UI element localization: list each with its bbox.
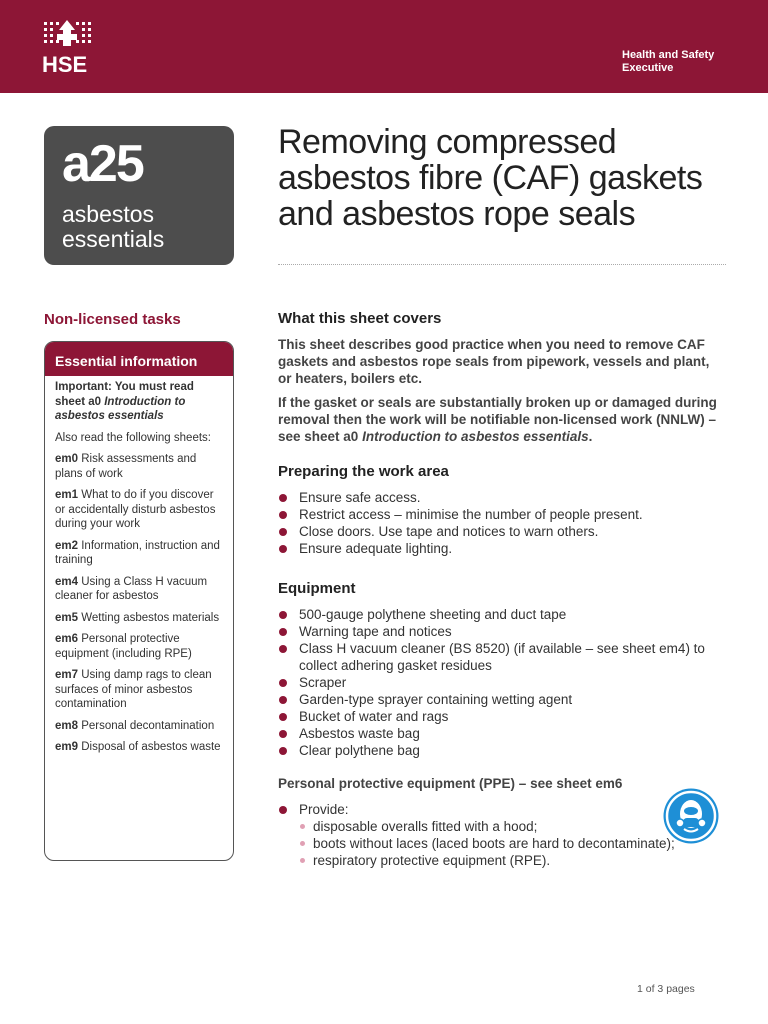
list-item: Ensure adequate lighting. xyxy=(278,540,726,557)
list-item: Scraper xyxy=(278,674,726,691)
list-item: respiratory protective equipment (RPE). xyxy=(299,852,726,869)
hse-logo-text: HSE xyxy=(42,52,88,77)
important-bold: Important: You must read sheet a0 xyxy=(55,381,194,408)
covers-para-2-italic: Introduction to asbestos essentials xyxy=(362,429,589,444)
sheet-ref-code: em2 xyxy=(55,539,79,552)
sheet-ref-text: Wetting asbestos materials xyxy=(81,611,220,624)
page-count: 1 of 3 pages xyxy=(637,983,695,995)
list-item: boots without laces (laced boots are hard to decontaminate); xyxy=(299,835,726,852)
list-item: Ensure safe access. xyxy=(278,489,726,506)
sheet-ref-item xyxy=(55,575,225,604)
sheet-ref-item xyxy=(55,539,225,568)
list-item: Clear polythene bag xyxy=(278,742,726,759)
covers-para-1: This sheet describes good practice when you need to remove CAF gaskets and asbestos rope seals from pipework, vessels and plant, or heaters, boilers etc. xyxy=(278,337,710,386)
list-item xyxy=(278,801,726,869)
sheet-ref-code: em8 xyxy=(55,719,79,732)
sheet-ref-item xyxy=(55,632,225,661)
list-item: Warning tape and notices xyxy=(278,623,726,640)
important-note xyxy=(55,380,225,424)
title-line-2: asbestos fibre (CAF) gaskets xyxy=(278,159,703,197)
series-line-1: asbestos xyxy=(62,201,155,227)
equipment-list xyxy=(278,606,726,759)
covers-para-2 xyxy=(278,394,726,445)
sheet-ref-item xyxy=(55,488,225,532)
org-line-1: Health and Safety xyxy=(622,49,715,61)
list-item: Asbestos waste bag xyxy=(278,725,726,742)
sheet-ref-code: em4 xyxy=(55,575,79,588)
sheet-ref-code: em9 xyxy=(55,741,79,753)
sheet-ref-code: em0 xyxy=(55,453,79,465)
sheet-ref-item xyxy=(55,452,225,481)
sheet-list xyxy=(55,452,225,755)
list-item: disposable overalls fitted with a hood; xyxy=(299,818,726,835)
sheet-ref-text: Disposal of asbestos waste xyxy=(81,741,221,753)
list-item: Class H vacuum cleaner (BS 8520) (if available – see sheet em4) to collect adhering gasket residues xyxy=(278,640,726,674)
sheet-ref-code: em6 xyxy=(55,633,79,645)
title-divider xyxy=(278,264,726,265)
sheet-ref-code: em7 xyxy=(55,669,79,681)
sheet-ref-text: Personal decontamination xyxy=(81,719,215,732)
list-item: Bucket of water and rags xyxy=(278,708,726,725)
equipment-heading: Equipment xyxy=(278,580,356,597)
respirator-mask-icon xyxy=(662,787,720,845)
also-read-text: Also read the following sheets: xyxy=(55,431,211,444)
sheet-ref-item xyxy=(55,740,225,755)
title-line-3: and asbestos rope seals xyxy=(278,195,636,233)
sheet-ref-code: em1 xyxy=(55,489,79,501)
main-content xyxy=(278,310,726,869)
org-line-2: Executive xyxy=(622,62,674,74)
non-licensed-heading: Non-licensed tasks xyxy=(44,311,181,328)
sheet-ref-item xyxy=(55,668,225,712)
sheet-badge xyxy=(44,126,234,265)
list-item: Close doors. Use tape and notices to warn others. xyxy=(278,523,726,540)
list-item: Garden-type sprayer containing wetting agent xyxy=(278,691,726,708)
covers-para-2-text: If the gasket or seals are substantially broken up or damaged during removal then the work will be notifiable non-licensed work (NNLW) – see sheet a0 xyxy=(278,395,717,444)
sheet-ref-text: Information, instruction and training xyxy=(55,539,220,566)
sheet-ref-text: Risk assessments and plans of work xyxy=(55,453,197,480)
covers-para-2-end: . xyxy=(588,429,593,444)
essential-info-body xyxy=(45,376,233,755)
organisation-name xyxy=(622,49,742,75)
ppe-provide: Provide: xyxy=(299,802,349,817)
ppe-heading: Personal protective equipment (PPE) – see sheet em6 xyxy=(278,776,623,791)
essential-info-box xyxy=(44,341,234,861)
series-name xyxy=(62,202,164,252)
series-line-2: essentials xyxy=(62,226,165,252)
ppe-list xyxy=(278,801,726,869)
sheet-ref-item xyxy=(55,611,225,626)
sheet-ref-text: What to do if you discover or accidentally disturb asbestos during your work xyxy=(55,489,216,530)
sheet-ref-item xyxy=(55,719,225,734)
sheet-ref-code: em5 xyxy=(55,611,79,624)
sheet-ref-text: Personal protective equipment (including RPE) xyxy=(55,633,192,660)
essential-info-title: Essential information xyxy=(45,342,233,376)
title-line-1: Removing compressed xyxy=(278,123,617,161)
list-item: 500-gauge polythene sheeting and duct tape xyxy=(278,606,726,623)
page-title xyxy=(278,124,738,232)
preparing-heading: Preparing the work area xyxy=(278,463,449,480)
sheet-ref-text: Using a Class H vacuum cleaner for asbestos xyxy=(55,575,208,602)
sheet-code: a25 xyxy=(62,135,143,193)
sheet-ref-text: Using damp rags to clean surfaces of minor asbestos contamination xyxy=(55,669,212,710)
important-italic: Introduction to asbestos essentials xyxy=(55,395,186,422)
covers-heading: What this sheet covers xyxy=(278,310,442,327)
list-item: Restrict access – minimise the number of people present. xyxy=(278,506,726,523)
header-bar xyxy=(0,0,768,93)
preparing-list xyxy=(278,489,726,557)
